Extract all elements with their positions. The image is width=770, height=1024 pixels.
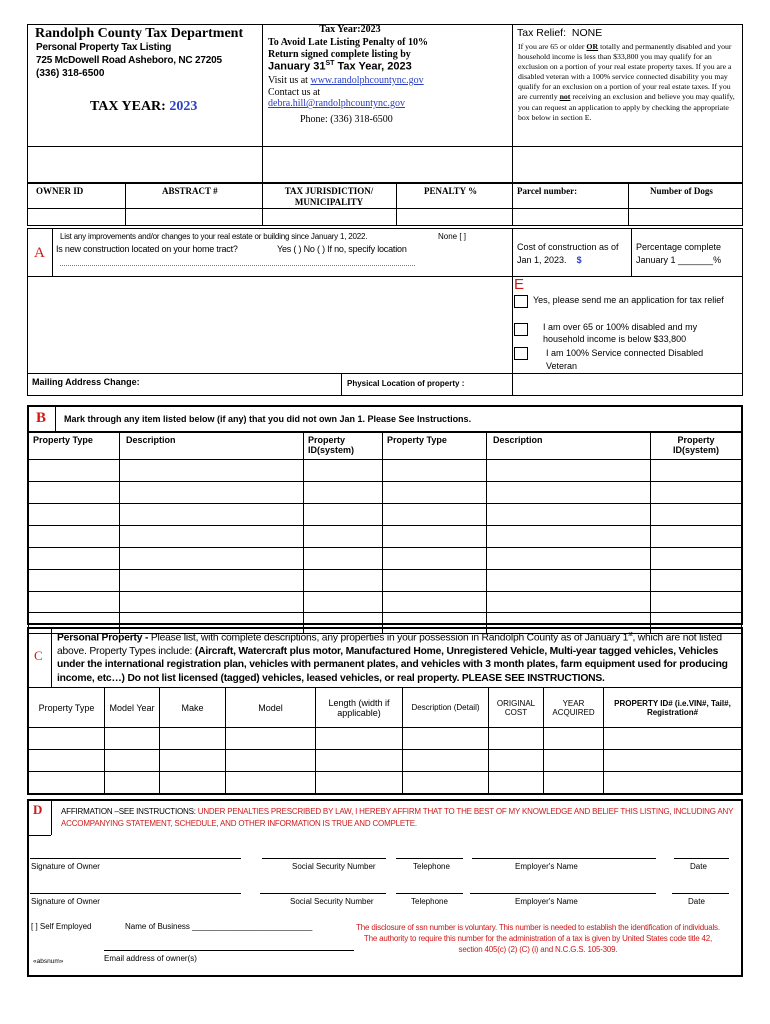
dept-name: Randolph County Tax Department [35,26,244,41]
cost-label: Cost of construction as of Jan 1, 2023. $ [517,242,619,265]
table-row[interactable] [29,728,742,750]
visit-line: Visit us at www.randolphcountync.gov [268,75,424,86]
b-col-description-2: Description [487,433,651,460]
c-col-property-type: Property Type [29,688,105,728]
tax-relief-text: If you are 65 or older OR totally and permanently disabled and your household income is less than $33,800 you may qualify for an exclusion on a portion of your real estate property taxes. If you are a disabled veteran with a 100% service connected disability you may qualify for an exclusion on a portion of your real estate taxes. If you are currently not receiving an exclusion and believe you may qualify, you can request an application to apply by checking the appropriate box below in section E. [518,42,735,122]
mailing-address-label: Mailing Address Change: [32,377,140,387]
employer-label-2: Employer's Name [515,897,578,906]
dogs-header: Number of Dogs [650,186,713,196]
penalty-line: To Avoid Late Listing Penalty of 10% [268,37,429,48]
c-col-property-id: PROPERTY ID# (i.e.VIN#, Tail#, Registration# [604,688,742,728]
tax-relief-label: Tax Relief: NONE [517,27,603,39]
penalty-header: PENALTY % [424,186,478,196]
tax-year-heading: TAX YEAR: 2023 [90,99,198,114]
abstract-header: ABSTRACT # [162,186,218,196]
table-row[interactable] [29,750,742,772]
section-b-instruction: Mark through any item listed below (if any) that you did not own Jan 1. Please See Instructions. [64,414,472,424]
telephone-label-2: Telephone [411,897,448,906]
location-line[interactable] [60,265,415,266]
section-b-table [28,432,742,634]
b-col-property-id: Property ID(system) [304,433,383,460]
c-col-length: Length (width if applicable) [316,688,403,728]
tax-relief-application-checkbox[interactable] [514,295,528,308]
website-link[interactable]: www.randolphcountync.gov [310,75,424,86]
employer-label: Employer's Name [515,862,578,871]
dept-phone: (336) 318-6500 [36,68,105,79]
section-a-letter: A [34,245,45,261]
signature-owner-label-2: Signature of Owner [31,897,100,906]
table-row[interactable] [29,526,742,548]
section-a-line1: List any improvements and/or changes to your real estate or building since January 1, 2022. [60,232,368,241]
table-row[interactable] [29,504,742,526]
percentage-label: Percentage complete January 1 _______% [636,242,722,265]
c-col-model: Model [226,688,316,728]
section-c-letter: C [34,648,43,663]
date-label: Date [690,862,707,871]
listing-title: Personal Property Tax Listing [36,42,172,53]
ssn-disclosure: The disclosure of ssn number is voluntary. This number is needed to establish the identification of individuals. The authority to require this number for the administration of a tax is given by United States code title 42, section 405(c) (2) (C) (i) and N.C.G.S. 105-309. [356,923,720,954]
dogs-field[interactable] [629,209,742,225]
b-col-description: Description [120,433,304,460]
c-col-description: Description (Detail) [403,688,489,728]
email-owner-label: Email address of owner(s) [104,954,197,963]
business-name-field[interactable]: Name of Business ___________________________ [125,922,313,931]
c-col-year-acquired: YEAR ACQUIRED [544,688,604,728]
section-c-intro: Personal Property - Please list, with complete descriptions, any properties in your possession in Randolph County as of January 1st, which are not listed above. Property Types include: (Aircraft, Watercraft plus motor, Manufactured Home, Unregistered Vehicle, Multi-year tagged vehicles, Vehicles under the international registration plan, vehicles with permanent plates, and vehicles with 3 month plates, farm equipment used for producing income, etc…) Do not list licensed (tagged) vehicles, leased vehicles, or real property. PLEASE SEE INSTRUCTIONS. [57,632,728,684]
table-row[interactable] [29,772,742,794]
telephone-label: Telephone [413,862,450,871]
b-col-property-id-2: Property ID(system) [651,433,742,460]
self-employed-checkbox[interactable]: [ ] Self Employed [31,922,92,931]
section-e-letter: E [514,276,525,293]
table-row[interactable] [29,460,742,482]
none-checkbox[interactable]: None [ ] [438,232,467,241]
veteran-label: I am 100% Service connected Disabled Veteran [546,348,704,371]
over-65-checkbox[interactable] [514,323,528,336]
ssn-label-2: Social Security Number [290,897,374,906]
b-col-property-type: Property Type [29,433,120,460]
deadline: January 31ST Tax Year, 2023 [268,60,412,73]
mid-tax-year: Tax Year:2023 [319,24,381,35]
b-col-property-type-2: Property Type [383,433,487,460]
jurisdiction-header: TAX JURISDICTION/ MUNICIPALITY [284,186,374,207]
section-b-letter: B [36,410,47,426]
dept-address: 725 McDowell Road Asheboro, NC 27205 [36,55,222,66]
physical-location-label: Physical Location of property : [347,379,465,388]
construction-yes-no[interactable]: Yes ( ) No ( ) If no, specify location [277,244,407,254]
c-col-model-year: Model Year [105,688,160,728]
section-a-line2: Is new construction located on your home tract? [56,244,238,254]
table-row[interactable] [29,548,742,570]
c-col-make: Make [160,688,226,728]
table-row[interactable] [29,570,742,592]
return-line: Return signed complete listing by [268,49,411,60]
section-d-letter: D [33,802,43,817]
absnum-field: «absnum» [33,958,64,965]
date-label-2: Date [688,897,705,906]
section-c-table [28,687,742,794]
parcel-field[interactable] [513,209,627,225]
parcel-header: Parcel number: [517,186,578,196]
owner-id-header: OWNER ID [36,186,84,196]
over-65-label: I am over 65 or 100% disabled and my household income is below $33,800 [543,322,698,344]
table-row[interactable] [29,592,742,613]
mid-phone: Phone: (336) 318-6500 [300,114,393,125]
veteran-checkbox[interactable] [514,347,528,360]
email-link[interactable]: debra.hill@randolphcountync.gov [268,98,405,109]
ssn-label: Social Security Number [292,862,376,871]
table-row[interactable] [29,482,742,504]
owner-id-field[interactable] [28,209,124,225]
affirmation-text: AFFIRMATION –SEE INSTRUCTIONS: UNDER PENALTIES PRESCRIBED BY LAW, I HEREBY AFFIRM THAT TO THE BEST OF MY KNOWLEDGE AND BELIEF THIS LISTING, INCLUDING ANY ACCOMPANYING STATEMENT, SCHEDULE, AND OTHER INFORMATION IS TRUE AND COMPLETE. [61,807,734,828]
c-col-original-cost: ORIGINAL COST [489,688,544,728]
contact-label: Contact us at [268,87,321,98]
tax-relief-application-label: Yes, please send me an application for tax relief [533,295,724,305]
signature-owner-label: Signature of Owner [31,862,100,871]
